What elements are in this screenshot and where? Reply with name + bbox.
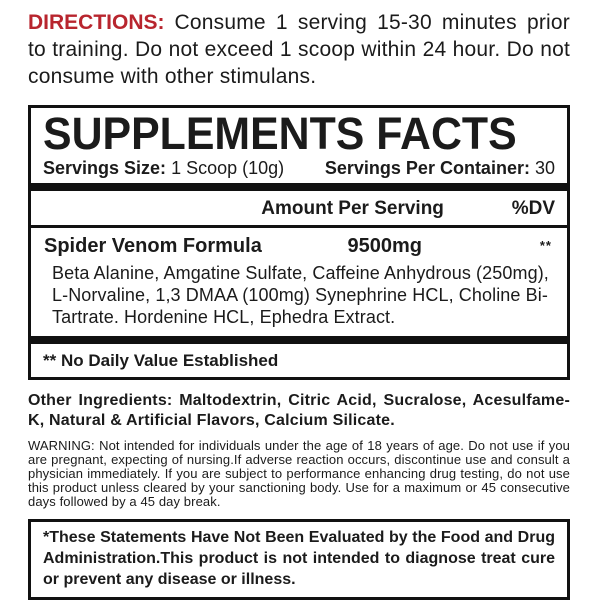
other-ingredients-paragraph — [28, 391, 570, 431]
warning-paragraph: WARNING: Not intended for individuals under the age of 18 years of age. Do not use if you are pregnant, expecting of nursing.If adverse reaction occurs, discontinue use and consult a physician immediately. If you are subject to performance enhancing drug testing, do not use this product unless cleared by your sanctioning body. Use for a maximum or 45 consecutive days followed by a 45 day break. — [28, 438, 570, 509]
amount-per-serving-header: Amount Per Serving — [261, 198, 444, 219]
facts-header — [31, 108, 567, 183]
directions-text: Consume 1 serving 15-30 minutes prior to training. Do not exceed 1 scoop within 24 hour. Do not consume with other stimulans. — [28, 11, 570, 88]
formula-ingredients: Beta Alanine, Amgatine Sulfate, Caffeine Anhydrous (250mg), L-Norvaline, 1,3 DMAA (100mg) Synephrine HCL, Choline Bi-Tartrate. Hordenine HCL, Ephedra Extract. — [52, 263, 549, 327]
formula-amount: 9500mg — [347, 235, 422, 257]
servings-per-container-label: Servings Per Container: — [324, 158, 530, 178]
servings-row — [43, 157, 555, 179]
dv-header: %DV — [511, 198, 555, 219]
servings-per-container-value: 30 — [534, 158, 555, 178]
divider-thick-bottom — [31, 336, 567, 344]
formula-row — [31, 234, 567, 259]
directions-paragraph — [28, 9, 570, 90]
serving-size — [43, 157, 284, 179]
disclaimer-text: *These Statements Have Not Been Evaluated by the Food and Drug Administration.This product is not intended to diagnose treat cure or prevent any disease or illness. — [43, 529, 555, 588]
supplement-facts-panel — [28, 105, 570, 380]
divider-thick-top — [31, 183, 567, 191]
formula-name: Spider Venom Formula — [44, 235, 262, 257]
other-ingredients-text: Maltodextrin, Citric Acid, Sucralose, Acesulfame-K, Natural & Artificial Flavors, Calcium Silicate. — [28, 392, 570, 429]
daily-value-footnote: ** No Daily Value Established — [43, 351, 279, 370]
servings-per-container — [325, 157, 555, 179]
formula-dv-asterisks: ** — [539, 238, 552, 253]
disclaimer-box — [28, 519, 570, 600]
serving-size-value: 1 Scoop (10g) — [171, 158, 285, 178]
directions-heading: DIRECTIONS: — [28, 11, 165, 34]
formula-section — [31, 228, 567, 336]
other-ingredients-heading: Other Ingredients: — [28, 392, 173, 409]
column-header-row — [31, 191, 567, 228]
facts-title: SUPPLEMENTS FACTS — [43, 108, 517, 159]
serving-size-label: Servings Size: — [43, 158, 167, 178]
